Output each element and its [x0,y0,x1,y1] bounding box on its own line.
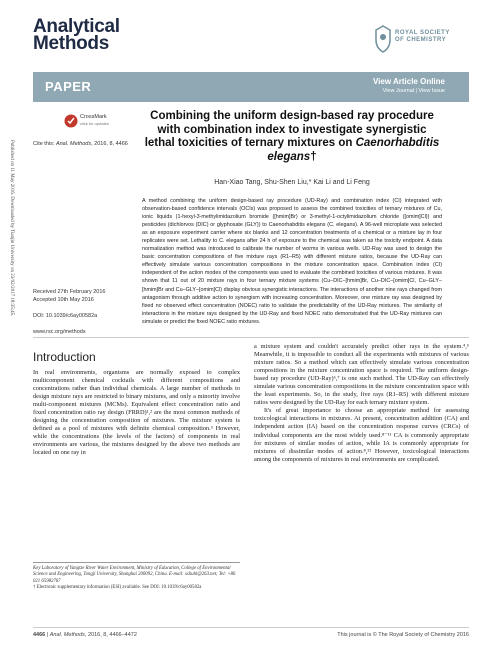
footer-rule [33,627,469,628]
footer-copyright: This journal is © The Royal Society of Chemistry 2016 [337,632,469,638]
crossmark-icon [64,114,78,128]
intro-right-column [254,343,469,464]
footnotes [33,566,240,592]
rsc-logo-line1: ROYAL SOCIETY [395,30,450,36]
footnote-rule [33,562,240,563]
article-title-main: Combining the uniform design-based ray procedure with combination index to investigate synergistic lethal toxicities of ternary mixtures on [144,110,434,149]
page-number: 4466 [33,632,46,638]
footer-volume: , 2016, 8, 4466–4472 [84,632,137,638]
intro-left-column [33,369,240,458]
section-divider [33,337,469,338]
journal-title-line2: Methods [33,33,110,54]
cite-prefix: Cite this: [33,141,55,147]
article-title-dagger: † [310,150,317,163]
author-list: Han-Xiao Tang, Shu-Shen Liu,* Kai Li and Li Feng [214,179,370,186]
article-metadata [33,288,105,336]
cite-details: , 2016, 8, 4466 [91,141,128,147]
published-sidebar [6,140,14,560]
journal-title [33,18,120,52]
footer-journal: Anal. Methods [49,632,85,638]
intro-paragraph-1: In real environments, organisms are normally exposed to complex multicomponent chemical cocktails with different compositions and concentrations rather than individual chemicals. A large number of methods to design mixture rays are restricted to binary mixtures, and only a minority involve multi-component mixtures (MCMs). Equivalent effect concentration ratio and fixed concentration ratio ray design (FRRD)¹,² are the most common methods of designing the concentration composition of mixtures. The mixture system is defined as a pool of mixtures with definite chemical composition.³ However, while the concentrations (the levels of the factors) of components in real environments are various, the mixtures designed by the above two methods are located on one ray in [33,369,240,457]
article-type: PAPER [45,79,92,94]
journal-title-line1: Analytical [33,16,120,37]
crossmark-badge[interactable] [64,112,114,132]
rsc-logo-text [395,30,450,44]
published-note: Published on 11 May 2016. Downloaded by Tianjin University on 23/02/2017 18:35:45. [9,140,14,317]
affiliation-footnote: Key Laboratory of Yangtze River Water Environment, Ministry of Education, College of Environmental Science and Engineering, Tongji University, Shanghai 200092, China. E-mail: ssliuhl@263.net; Tel: +86 021 65982767 [33,566,236,584]
section-heading: Introduction [33,350,96,364]
rsc-logo[interactable] [373,22,469,62]
crossmark-label: CrossMark [80,114,107,120]
rsc-logo-line2: OF CHEMISTRY [395,37,447,43]
view-article-online-link[interactable]: View Article Online [372,77,445,86]
crossmark-sublabel: click for updates [80,121,109,126]
doi[interactable]: DOI: 10.1039/c6ay00582a [33,313,98,319]
intro-paragraph-3: It's of great importance to choose an appropriate method for assessing toxicological interactions in mixtures. At present, concentration addition (CA) and independent action (IA) based on the concentration response curves (CRCs) of individual components are the most widely used.⁸⁻¹¹ CA is commonly appropriate for mixtures of similar modes of action, while IA is commonly appropriate for mixtures of dissimilar modes of action.⁸,¹² However, toxicological interactions among the components of mixtures in real environments are complicated. [254,407,469,463]
esi-footnote: † Electronic supplementary information (ESI) available. See DOI: 10.1039/c6ay00582a [33,585,202,591]
cite-journal: Anal. Methods [55,141,92,147]
footer-citation: 4466 | Anal. Methods, 2016, 8, 4466–4472 [33,632,137,638]
intro-paragraph-2: a mixture system and couldn't accurately predict other rays in the system.⁴,⁵ Meanwhile, it is impossible to conduct all the experiments with mixtures of various mixture ratios. So a method which can effectively simulate various concentration compositions in the mixture concentration space is required. The uniform design-based ray procedure (UD-Ray)⁶,⁷ is one such method. The UD-Ray can effectively simulate various concentration compositions in the mixture concentration space with the least experiments. So, in the study, five rays (R1–R5) with different mixture ratios were designed by the UD-Ray for each ternary mixture system. [254,343,469,407]
abstract: A method combining the uniform design-based ray procedure (UD-Ray) and combination index (CI) integrated with observation-based confidence intervals (OCIs) was proposed to assess the combined toxicities of ternary mixtures of Cu, ionic liquids (1-hexyl-3-methylimidazolium bromide ([hmim]Br) or 3-methyl-1-octylimidazolium chloride ([omim]Cl)) and pesticides (dichlorvos (DIC) or glyphosate (GLY)) to Caenorhabditis elegans (C. elegans). A 96-well microplate was selected as an exposure experiment carrier where six blanks and 12 concentration treatments of a chemical or a mixture lay in four replicates were set. Lethality to C. elegans after 24 h of exposure to the chemical was taken as the toxicity endpoint. A data normalization method was introduced to calibrate the number of worms in various wells. UD-Ray was used to design the basic concentration compositions of five mixture rays (R1–R5) with different mixture ratios, because the UD-Ray can effectively simulate various concentration compositions in the mixture concentration space. Combination index (CI) independent of the action modes of the components was used to evaluate the combined toxicities of various mixtures. It was shown that 11 out of 20 mixture rays in four ternary mixture systems (Cu–DIC–[hmim]Br, Cu–DIC–[omim]Cl, Cu–GLY–[hmim]Br and Cu–GLY–[omim]Cl) display obvious synergistic interactions. The interactions of another nine rays changed from antagonism through additive action to synergism with increasing concentration. Moreover, one mixture ray was designed by fixed no observed effect concentration (NOEC) ratio to validate the predictability of the UD-Ray mixtures. The similarity of interactions in the mixture rays designed by the UD-Ray and fixed NOEC ratio demonstrated that the UD-Ray mixtures can simulate or predict the fixed NOEC ratio mixtures. [142,198,442,325]
rsc-crest-icon [373,24,393,54]
accepted-date: Accepted 10th May 2016 [33,297,94,303]
citation-line [33,141,128,147]
journal-url[interactable]: www.rsc.org/methods [33,329,86,335]
article-title-species: Caenorhabditis elegans [267,137,440,163]
article-title [142,110,442,164]
received-date: Received 27th February 2016 [33,289,106,295]
paper-banner [33,72,469,102]
view-journal-issue-link[interactable]: View Journal | View Issue [382,88,445,94]
